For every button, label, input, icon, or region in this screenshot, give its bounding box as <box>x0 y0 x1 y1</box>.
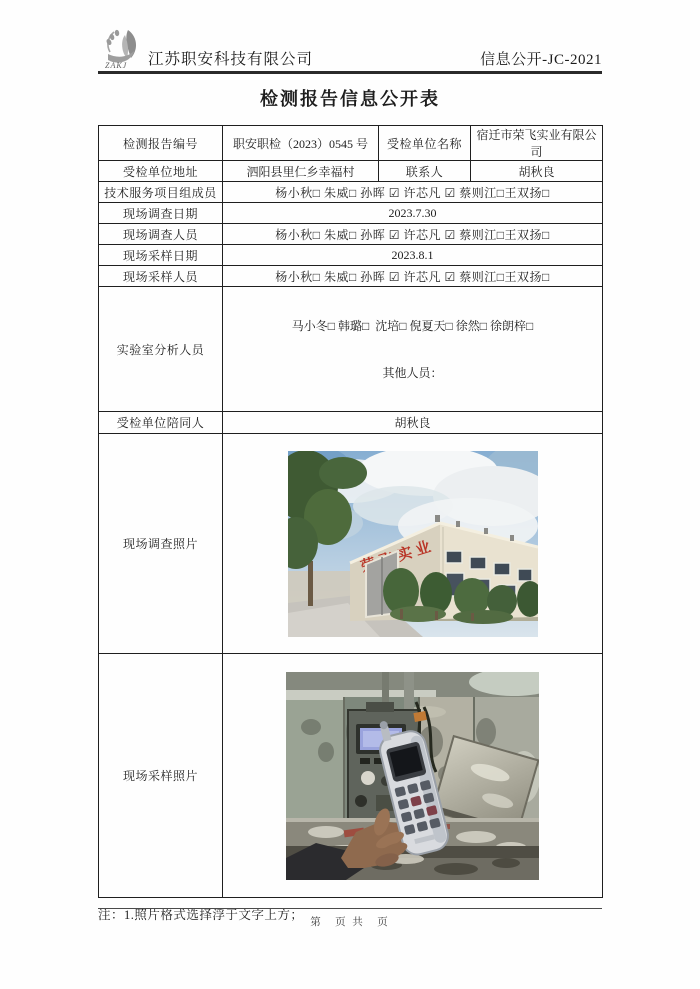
tech-team-checkboxes: 杨小秋□ 朱威□ 孙晖 ☑ 许芯凡 ☑ 蔡则江□王双扬□ <box>223 182 603 203</box>
factory-site-photo <box>288 451 538 637</box>
unit-name-value: 宿迁市荣飞实业有限公司 <box>471 126 603 161</box>
sampling-device-photo <box>286 672 539 880</box>
note-text: 注：1.照片格式选择浮于文字上方； <box>98 908 304 922</box>
tech-team-label: 技术服务项目组成员 <box>99 182 223 203</box>
lab-staff-label: 实验室分析人员 <box>99 287 223 412</box>
page-title: 检测报告信息公开表 <box>260 89 440 109</box>
report-no-value: 职安职检（2023）0545 号 <box>223 126 379 161</box>
table-row <box>99 266 603 287</box>
table-row <box>99 245 603 266</box>
survey-photo-cell <box>223 434 603 654</box>
sampling-photo-cell <box>223 654 603 898</box>
company-name: 江苏职安科技有限公司 <box>148 51 314 68</box>
table-row <box>99 287 603 412</box>
unit-name-label: 受检单位名称 <box>379 126 471 161</box>
sampling-staff-checkboxes: 杨小秋□ 朱威□ 孙晖 ☑ 许芯凡 ☑ 蔡则江□王双扬□ <box>223 266 603 287</box>
footer-page-indicator: 第 页 共 页 <box>310 917 390 928</box>
survey-date-value: 2023.7.30 <box>223 203 603 224</box>
contact-value: 胡秋良 <box>471 161 603 182</box>
disclosure-form-table <box>98 125 603 898</box>
page-header <box>98 27 602 74</box>
unit-address-value: 泗阳县里仁乡幸福村 <box>223 161 379 182</box>
doc-code: 信息公开-JC-2021 <box>480 52 602 68</box>
survey-date-label: 现场调查日期 <box>99 203 223 224</box>
survey-staff-label: 现场调查人员 <box>99 224 223 245</box>
header-brand <box>98 27 313 70</box>
escort-value: 胡秋良 <box>223 412 603 434</box>
report-no-label: 检测报告编号 <box>99 126 223 161</box>
table-row <box>99 126 603 161</box>
table-row <box>99 182 603 203</box>
logo-caption: ZAKJ <box>105 61 128 70</box>
company-logo-icon <box>98 27 144 70</box>
sampling-date-label: 现场采样日期 <box>99 245 223 266</box>
table-row <box>99 203 603 224</box>
table-row <box>99 654 603 898</box>
survey-staff-checkboxes: 杨小秋□ 朱威□ 孙晖 ☑ 许芯凡 ☑ 蔡则江□王双扬□ <box>223 224 603 245</box>
page-footer <box>98 908 602 929</box>
lab-staff-others: 其他人员： <box>382 366 443 380</box>
table-row <box>99 412 603 434</box>
contact-label: 联系人 <box>379 161 471 182</box>
sampling-date-value: 2023.8.1 <box>223 245 603 266</box>
table-row <box>99 434 603 654</box>
table-row <box>99 224 603 245</box>
escort-label: 受检单位陪同人 <box>99 412 223 434</box>
lab-staff-cell <box>223 287 603 412</box>
table-row <box>99 161 603 182</box>
sampling-staff-label: 现场采样人员 <box>99 266 223 287</box>
lab-staff-checkboxes: 马小冬□ 韩璐□ 沈培□ 倪夏天□ 徐然□ 徐朗梓□ <box>291 319 534 333</box>
sampling-photo-label: 现场采样照片 <box>99 654 223 898</box>
survey-photo-label: 现场调查照片 <box>99 434 223 654</box>
unit-address-label: 受检单位地址 <box>99 161 223 182</box>
